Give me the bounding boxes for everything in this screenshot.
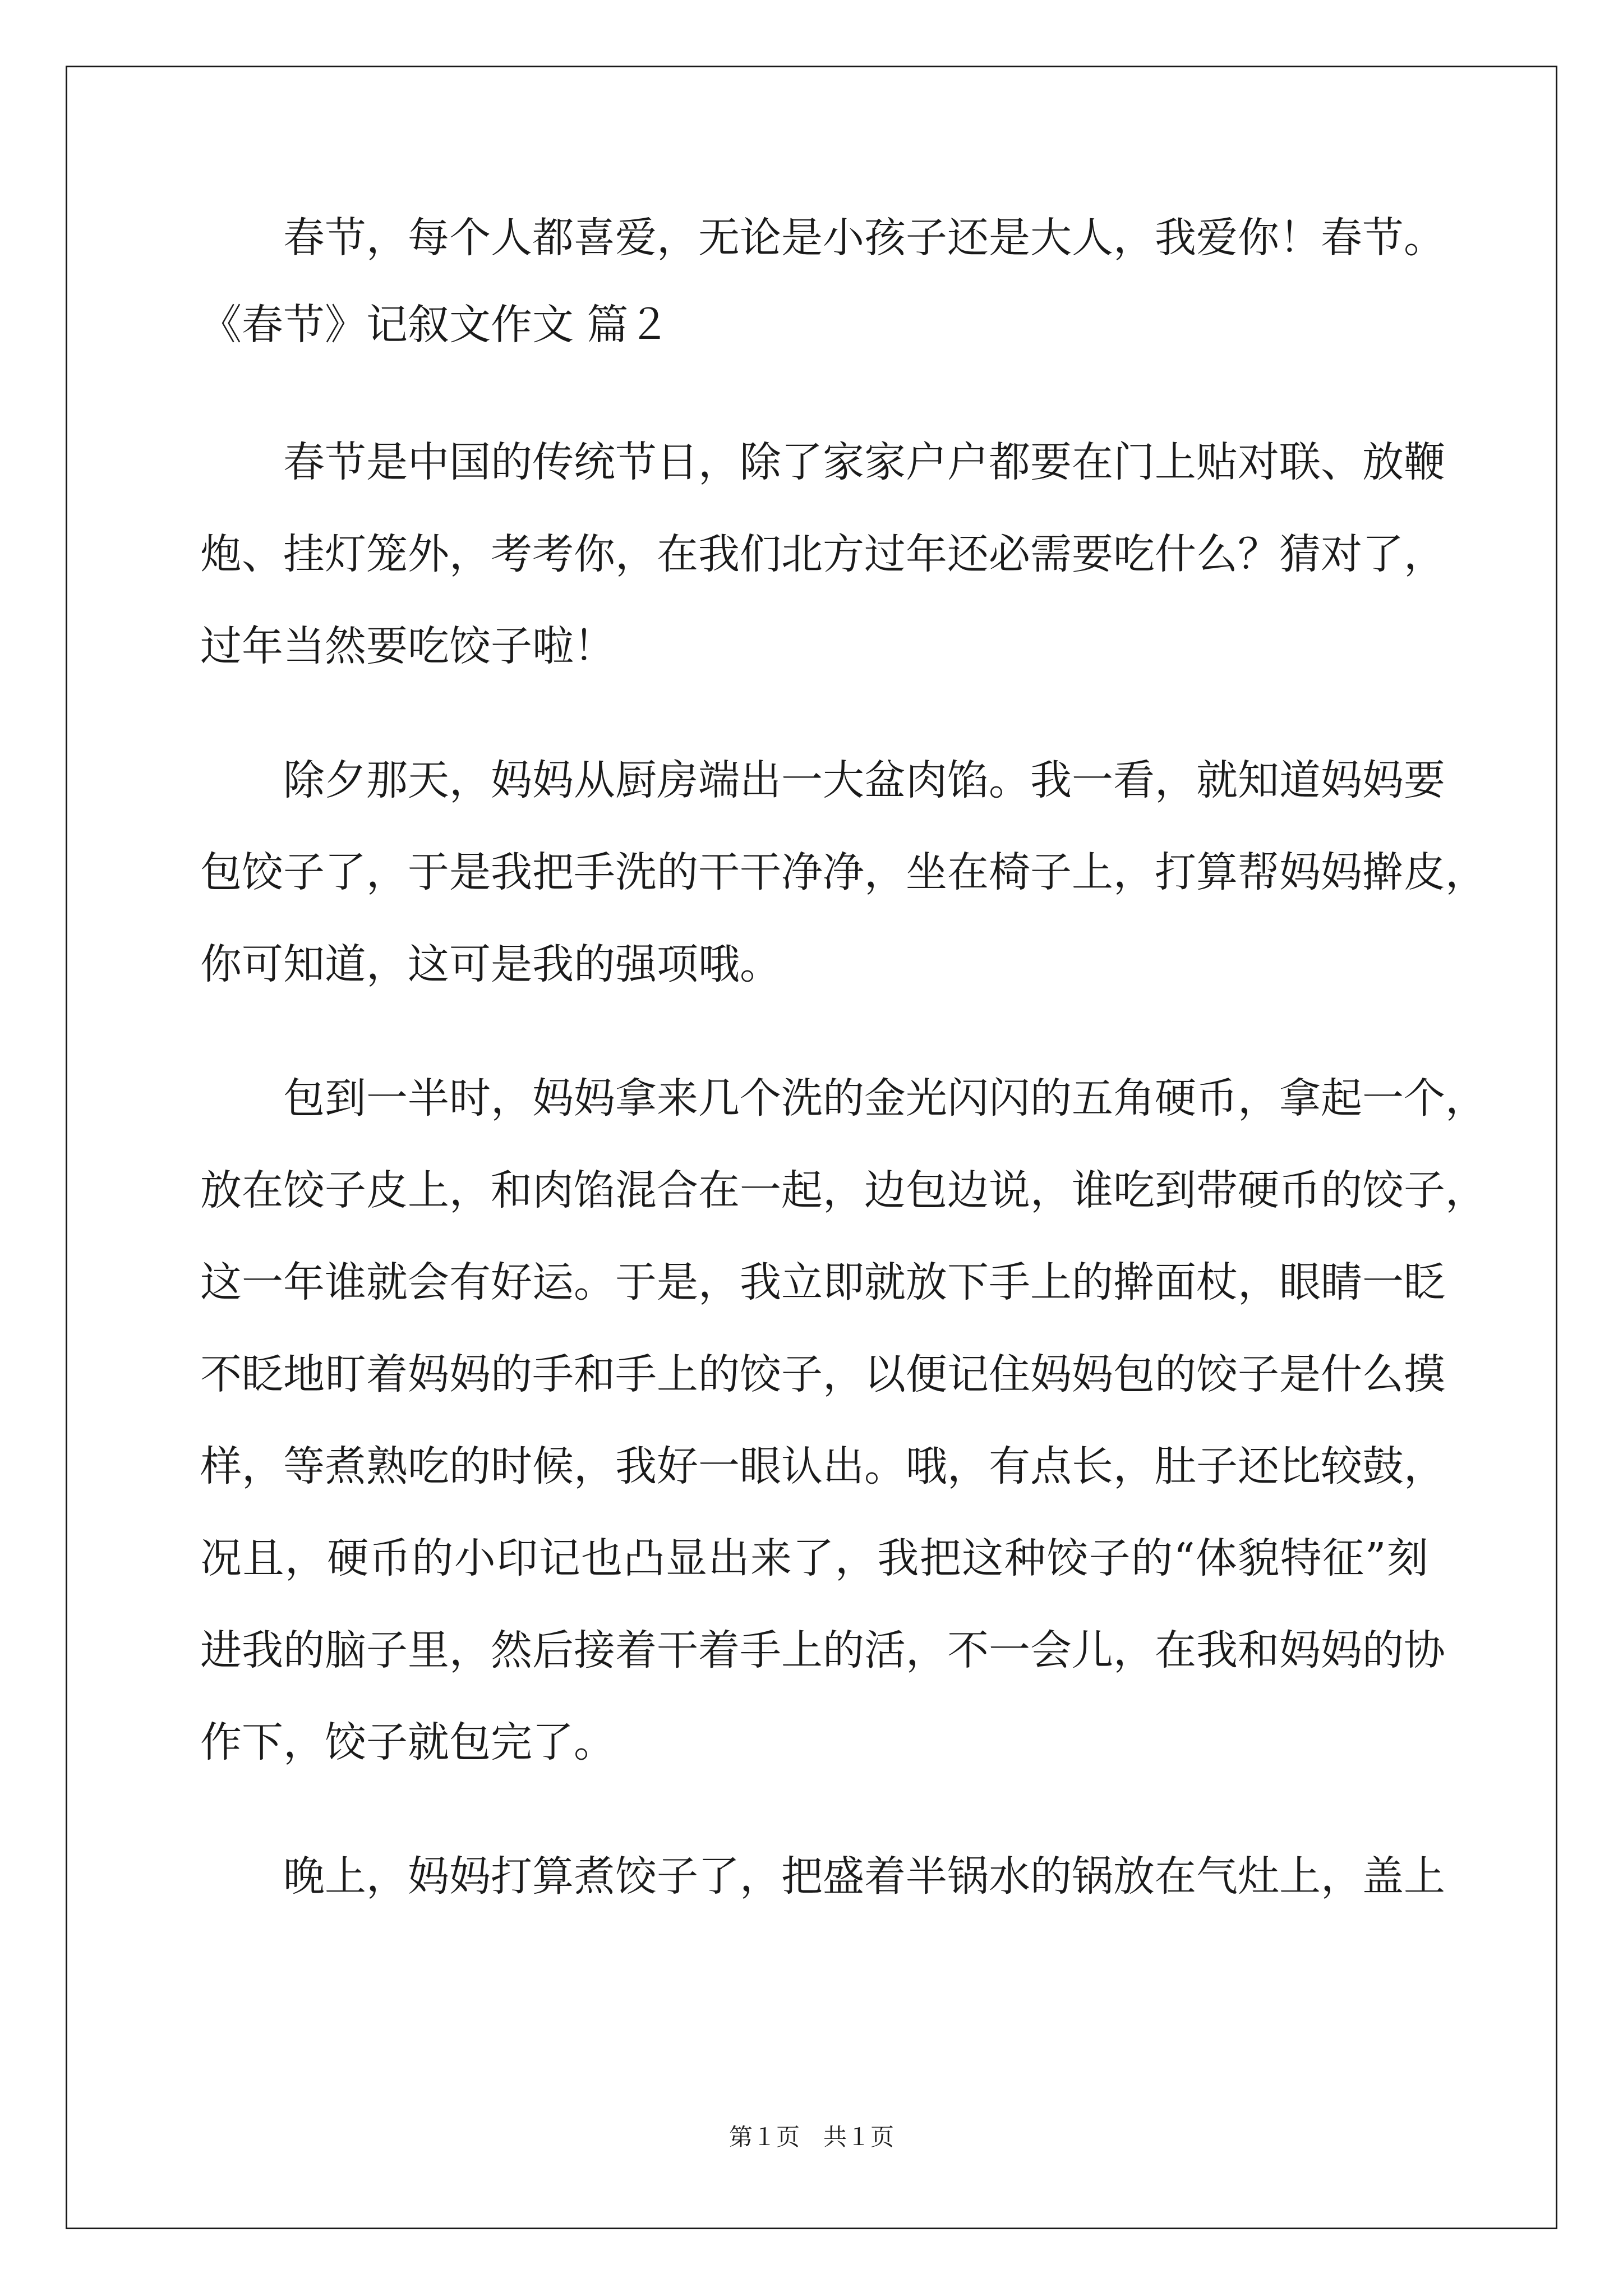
text-line: 况且，硬币的小印记也凸显出来了，我把这种饺子的“体貌特征”刻	[200, 1534, 1428, 1582]
page-border	[66, 66, 1557, 2229]
text-line: 除夕那天，妈妈从厨房端出一大盆肉馅。我一看，就知道妈妈要	[283, 756, 1445, 804]
text-line: 你可知道，这可是我的强项哦。	[200, 940, 781, 988]
text-line: 春节，每个人都喜爱，无论是小孩子还是大人，我爱你！春节。	[283, 214, 1445, 262]
page-footer: 第１页 共１页	[728, 2123, 894, 2151]
text-line: 放在饺子皮上，和肉馅混合在一起，边包边说，谁吃到带硬币的饺子，	[200, 1166, 1487, 1214]
text-line: 不眨地盯着妈妈的手和手上的饺子，以便记住妈妈包的饺子是什么摸	[200, 1350, 1445, 1398]
text-line: 《春节》记叙文作文 篇２	[200, 301, 670, 349]
text-line: 晚上，妈妈打算煮饺子了，把盛着半锅水的锅放在气灶上，盖上	[283, 1852, 1445, 1901]
text-line: 进我的脑子里，然后接着干着手上的活，不一会儿，在我和妈妈的协	[200, 1626, 1445, 1674]
text-line: 春节是中国的传统节日，除了家家户户都要在门上贴对联、放鞭	[283, 438, 1445, 486]
text-line: 炮、挂灯笼外，考考你，在我们北方过年还必需要吃什么？猜对了，	[200, 530, 1445, 578]
text-line: 样，等煮熟吃的时候，我好一眼认出。哦，有点长，肚子还比较鼓，	[200, 1442, 1445, 1490]
text-line: 过年当然要吃饺子啦！	[200, 622, 615, 670]
text-line: 包饺子了，于是我把手洗的干干净净，坐在椅子上，打算帮妈妈擀皮，	[200, 848, 1487, 896]
text-line: 作下，饺子就包完了。	[200, 1718, 615, 1766]
text-line: 包到一半时，妈妈拿来几个洗的金光闪闪的五角硬币，拿起一个，	[283, 1074, 1487, 1122]
text-line: 这一年谁就会有好运。于是，我立即就放下手上的擀面杖，眼睛一眨	[200, 1258, 1445, 1306]
